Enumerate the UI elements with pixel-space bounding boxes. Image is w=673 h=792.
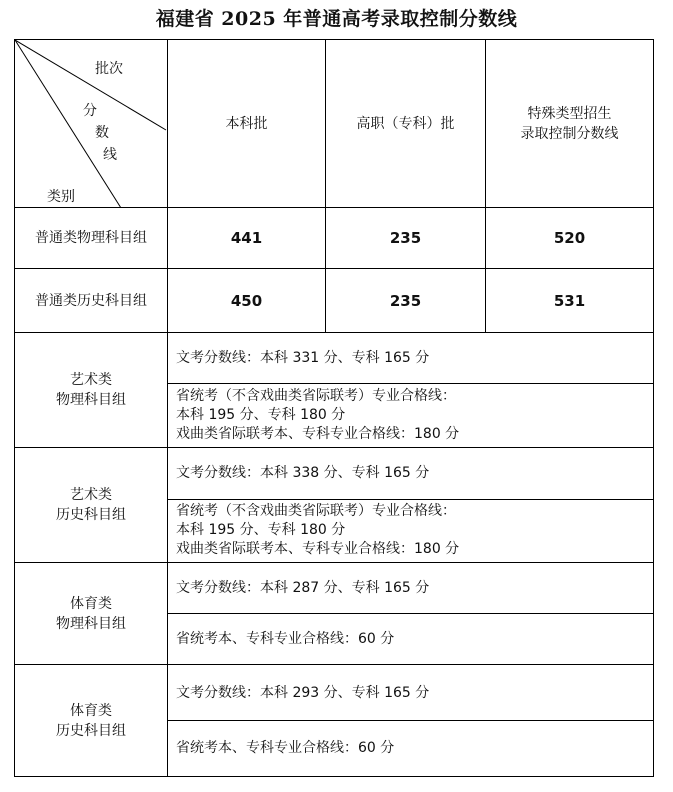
row-label-history [15,269,167,332]
score-value [326,269,485,332]
group-label-text: 历史科目组 [56,722,126,739]
column-header-label: 高职（专科）批 [356,115,455,132]
row-label-physics [15,208,167,268]
professional-score-line: 本科 195 分、专科 180 分 [176,522,346,538]
professional-score-line: 省统考本、专科专业合格线：60 分 [176,631,395,647]
group-label-text: 物理科目组 [56,615,126,632]
header-score-label: 线 [103,147,117,163]
professional-score-line: 省统考本、专科专业合格线：60 分 [176,740,395,756]
group-label-art-history [15,448,167,562]
row-label-text: 普通类历史科目组 [35,292,147,309]
column-header-undergraduate [168,40,325,207]
group-label-text: 物理科目组 [56,392,126,408]
group-label-text: 艺术类 [70,372,112,388]
score-text: 450 [230,291,263,310]
score-text: 531 [553,291,586,310]
score-value [486,208,653,268]
score-text: 235 [389,291,422,310]
culture-score-line: 文考分数线：本科 287 分、专科 165 分 [176,580,430,596]
professional-score-line: 本科 195 分、专科 180 分 [176,407,346,423]
group-label-text: 艺术类 [70,487,112,503]
group-label-text: 历史科目组 [56,507,126,523]
score-text: 235 [389,229,422,247]
group-label-sports-physics [15,563,167,664]
header-batch-label: 批次 [95,61,123,77]
row-divider [167,613,653,614]
column-header-vocational [326,40,485,207]
professional-score-line: 戏曲类省际联考本、专科专业合格线：180 分 [176,541,460,557]
group-label-text: 体育类 [70,702,112,719]
header-score-label: 数 [95,125,109,141]
score-value [168,269,325,332]
professional-score-line: 省统考（不含戏曲类省际联考）专业合格线： [176,388,456,404]
score-value [486,269,653,332]
page-title: 福建省 2025 年普通高考录取控制分数线 [155,8,518,30]
score-value [168,208,325,268]
row-divider [167,720,653,721]
culture-score-line: 文考分数线：本科 338 分、专科 165 分 [176,465,430,481]
score-value [326,208,485,268]
professional-score-line: 戏曲类省际联考本、专科专业合格线：180 分 [176,426,460,442]
row-divider [167,383,653,384]
professional-score-line: 省统考（不含戏曲类省际联考）专业合格线： [176,503,456,519]
header-score-label: 分 [83,103,97,119]
row-label-text: 普通类物理科目组 [35,230,147,246]
column-header-special [486,40,653,207]
column-header-label: 本科批 [225,115,268,132]
header-diagonal-lines [15,40,167,208]
score-table [14,39,654,777]
row-divider [167,499,653,500]
group-label-art-physics [15,333,167,447]
header-category-label: 类别 [47,189,75,205]
column-header-label: 特殊类型招生 [527,105,612,122]
column-header-label: 录取控制分数线 [520,125,619,142]
score-text: 441 [230,229,263,247]
group-label-text: 体育类 [70,595,112,612]
culture-score-line: 文考分数线：本科 331 分、专科 165 分 [176,350,430,366]
culture-score-line: 文考分数线：本科 293 分、专科 165 分 [176,685,430,701]
score-text: 520 [553,229,586,247]
group-label-sports-history [15,665,167,776]
